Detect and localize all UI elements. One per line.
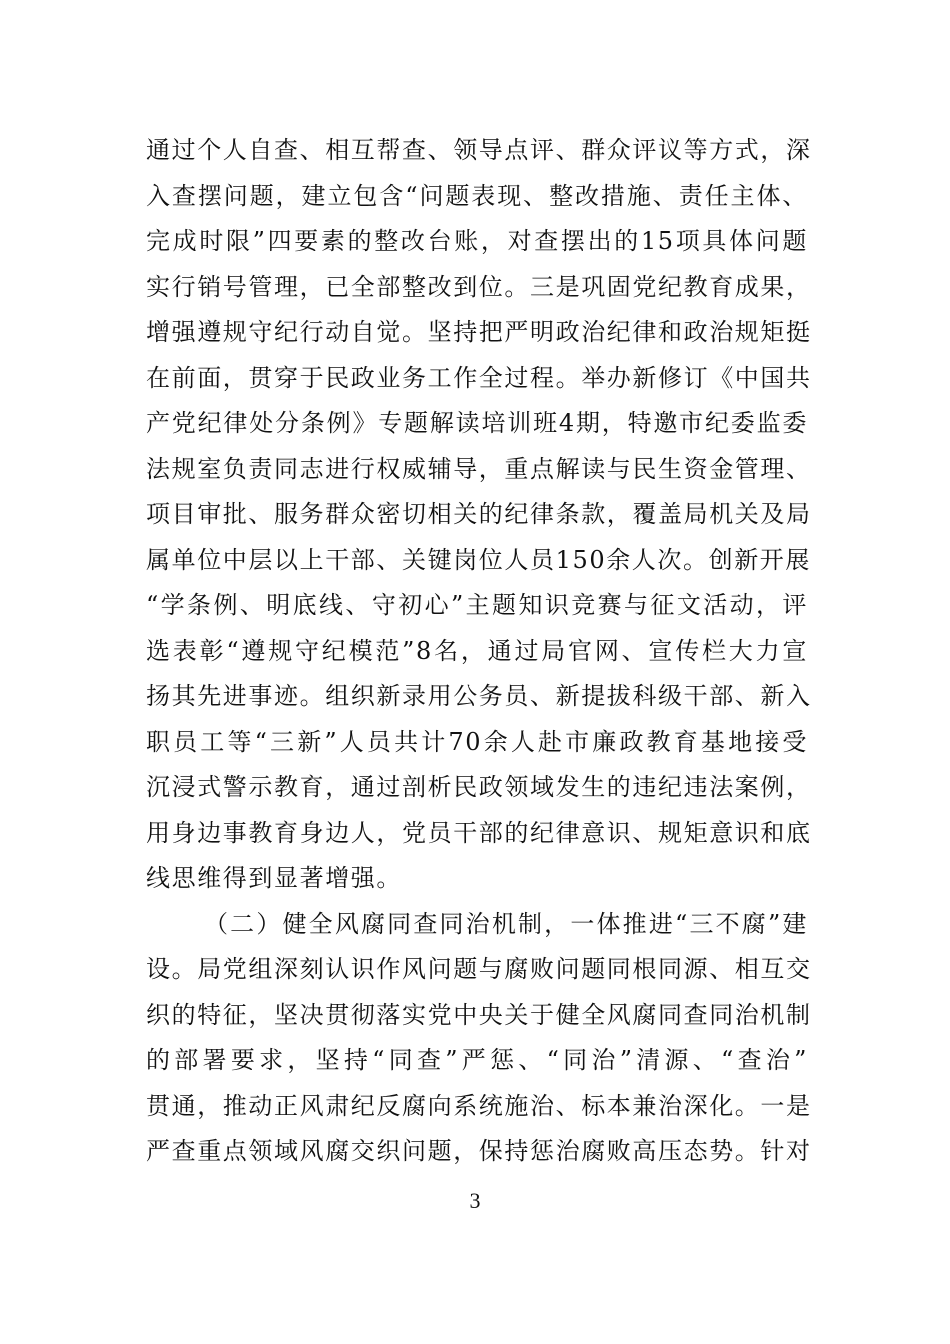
- text-line: 织的特征，坚决贯彻落实党中央关于健全风腐同查同治机制: [146, 1000, 812, 1029]
- text-line: 产党纪律处分条例》专题解读培训班4期，特邀市纪委监委: [146, 409, 808, 437]
- body-text: [146, 128, 812, 1175]
- text-line: 贯通，推动正风肃纪反腐向系统施治、标本兼治深化。一是: [146, 1091, 812, 1120]
- text-line: 通过个人自查、相互帮查、领导点评、群众评议等方式，深: [146, 136, 812, 164]
- page-number: 3: [469, 1188, 481, 1213]
- text-line: 完成时限”四要素的整改台账，对查摆出的15项具体问题: [146, 227, 808, 255]
- text-line: 增强遵规守纪行动自觉。坚持把严明政治纪律和政治规矩挺: [146, 318, 812, 346]
- text-line: 实行销号管理，已全部整改到位。三是巩固党纪教育成果，: [146, 272, 812, 301]
- text-line: 的部署要求，坚持“同查”严惩、“同治”清源、“查治”: [146, 1046, 808, 1074]
- text-line: 法规室负责同志进行权威辅导，重点解读与民生资金管理、: [146, 454, 812, 483]
- paragraph-end-line: 线思维得到显著增强。: [146, 864, 402, 892]
- text-line: 入查摆问题，建立包含“问题表现、整改措施、责任主体、: [146, 181, 808, 210]
- text-line: 项目审批、服务群众密切相关的纪律条款，覆盖局机关及局: [146, 500, 812, 528]
- text-line: 严查重点领域风腐交织问题，保持惩治腐败高压态势。针对: [146, 1137, 812, 1165]
- text-line: “学条例、明底线、守初心”主题知识竞赛与征文活动，评: [146, 591, 808, 619]
- section-heading-line: （二）健全风腐同查同治机制，一体推进“三不腐”建: [204, 909, 808, 938]
- text-line: 设。局党组深刻认识作风问题与腐败问题同根同源、相互交: [146, 955, 812, 983]
- text-line: 属单位中层以上干部、关键岗位人员150余人次。创新开展: [146, 545, 812, 574]
- text-line: 沉浸式警示教育，通过剖析民政领域发生的违纪违法案例，: [146, 773, 812, 801]
- text-line: 在前面，贯穿于民政业务工作全过程。举办新修订《中国共: [146, 363, 812, 392]
- text-line: 扬其先进事迹。组织新录用公务员、新提拔科级干部、新入: [146, 682, 812, 710]
- text-line: 选表彰“遵规守纪模范”8名，通过局官网、宣传栏大力宣: [146, 636, 808, 665]
- text-line: 用身边事教育身边人，党员干部的纪律意识、规矩意识和底: [146, 818, 812, 847]
- text-line: 职员工等“三新”人员共计70余人赴市廉政教育基地接受: [146, 727, 808, 756]
